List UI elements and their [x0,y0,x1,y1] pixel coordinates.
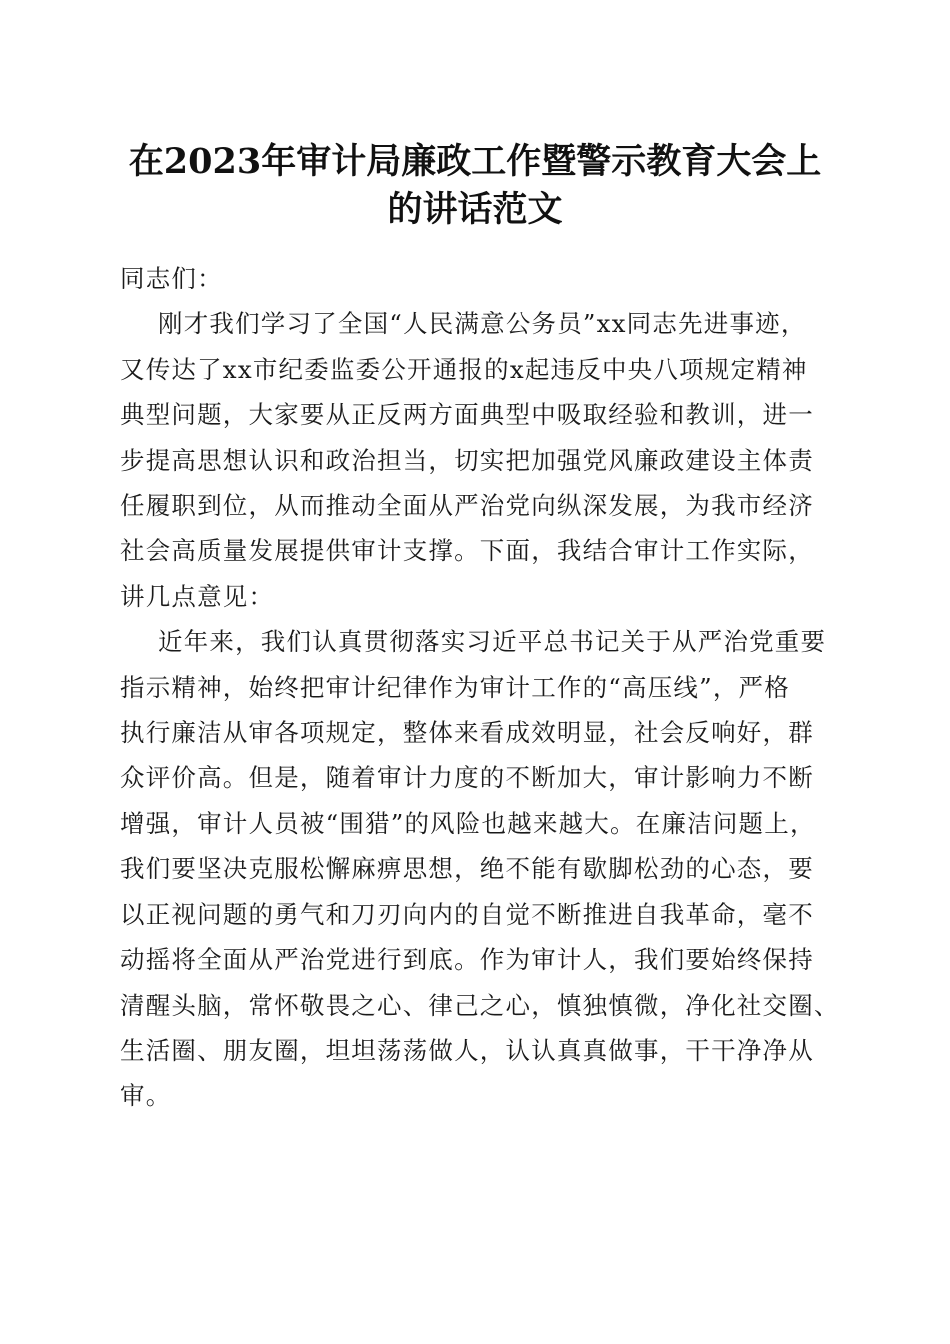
paragraph-line: 任履职到位，从而推动全面从严治党向纵深发展，为我市经济 [120,491,814,521]
paragraph-line: 又传达了xx市纪委监委公开通报的x起违反中央八项规定精神 [120,354,808,384]
paragraph-line: 清醒头脑，常怀敬畏之心、律己之心，慎独慎微，净化社交圈、 [120,990,840,1020]
paragraph-line: 以正视问题的勇气和刀刃向内的自觉不断推进自我革命，毫不 [120,899,814,929]
paragraph-line: 指示精神，始终把审计纪律作为审计工作的“高压线”，严格 [120,672,790,702]
document-title [110,138,840,234]
paragraph-line: 生活圈、朋友圈，坦坦荡荡做人，认认真真做事，干干净净从 [120,1035,814,1065]
paragraph-line: 增强，审计人员被“围猎”的风险也越来越大。在廉洁问题上， [120,808,816,838]
paragraph-line: 我们要坚决克服松懈麻痹思想，绝不能有歇脚松劲的心态，要 [120,854,814,884]
title-line-2: 的讲话范文 [387,189,563,230]
document-body [120,256,845,1119]
paragraph-line: 执行廉洁从审各项规定，整体来看成效明显，社会反响好，群 [120,718,814,748]
paragraph-line: 刚才我们学习了全国“人民满意公务员”xx同志先进事迹， [158,309,807,339]
title-line-1: 在2023年审计局廉政工作暨警示教育大会上 [128,141,822,182]
salutation-line: 同志们： [120,264,223,293]
paragraph-2 [120,619,845,1118]
paragraph-line: 社会高质量发展提供审计支撑。下面，我结合审计工作实际， [120,536,814,566]
paragraph-1 [120,301,845,619]
paragraph-line: 审。 [120,1081,172,1111]
salutation [120,256,845,301]
paragraph-line: 动摇将全面从严治党进行到底。作为审计人，我们要始终保持 [120,945,814,975]
paragraph-line: 讲几点意见： [120,581,275,611]
paragraph-line: 步提高思想认识和政治担当，切实把加强党风廉政建设主体责 [120,445,814,475]
paragraph-line: 近年来，我们认真贯彻落实习近平总书记关于从严治党重要 [158,627,827,657]
paragraph-line: 典型问题，大家要从正反两方面典型中吸取经验和教训，进一 [120,400,814,430]
paragraph-line: 众评价高。但是，随着审计力度的不断加大，审计影响力不断 [120,763,814,793]
